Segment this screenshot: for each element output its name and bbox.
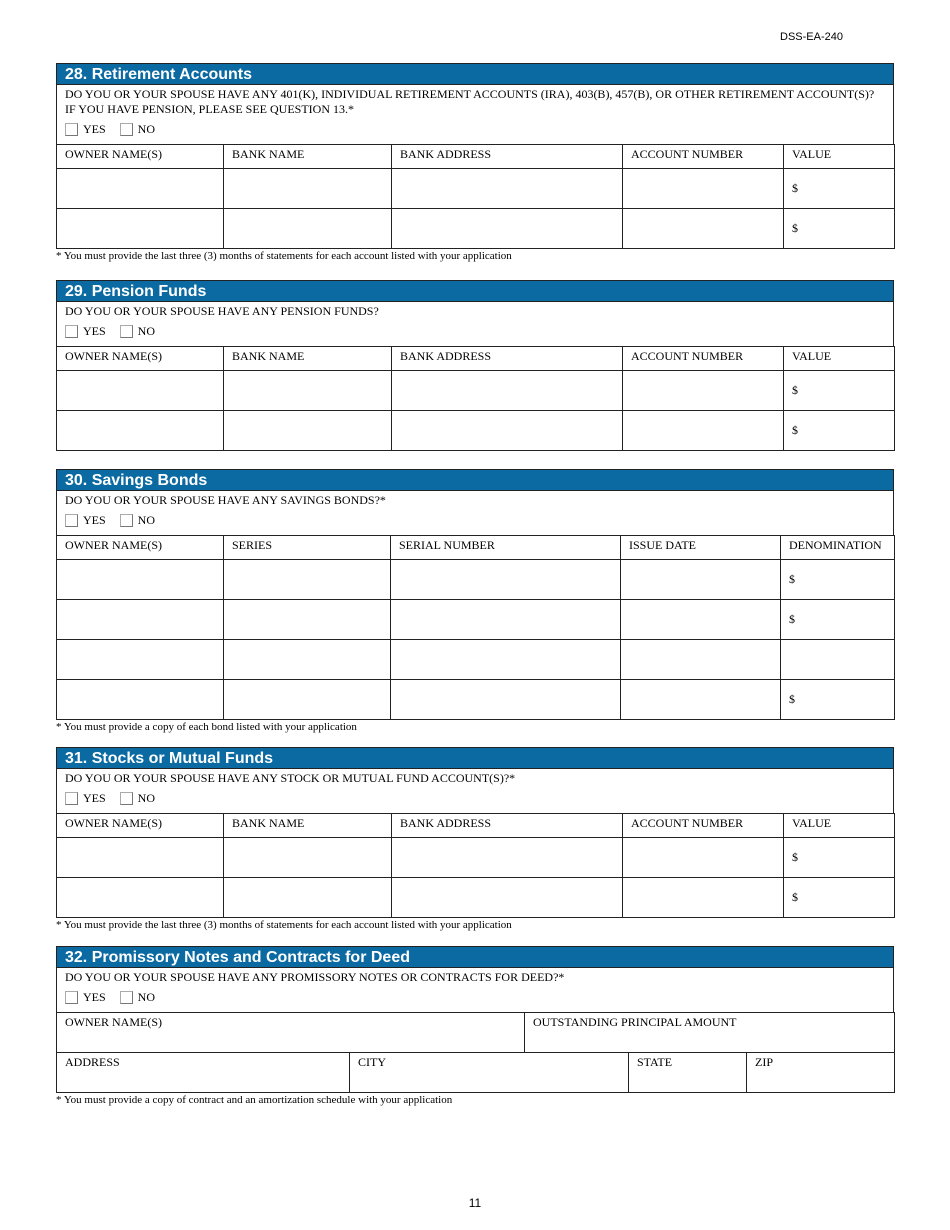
owner-name-cell[interactable]: [57, 371, 224, 411]
section-stocks-mutual-funds: [56, 747, 894, 931]
bank-name-cell[interactable]: [224, 838, 392, 878]
no-checkbox[interactable]: [120, 514, 133, 527]
question-box: [56, 85, 894, 144]
section-pension-funds: [56, 280, 894, 451]
column-header: ACCOUNT NUMBER: [623, 145, 784, 169]
no-label: NO: [137, 791, 156, 805]
account-number-cell[interactable]: [623, 169, 784, 209]
table-header-row: [57, 347, 895, 371]
owner-names-field[interactable]: OWNER NAME(S): [57, 1013, 525, 1053]
serial-number-cell[interactable]: [391, 600, 621, 640]
table-row: [57, 680, 895, 720]
section-title: 31. Stocks or Mutual Funds: [56, 747, 894, 769]
owner-name-cell[interactable]: [57, 640, 224, 680]
bank-name-cell[interactable]: [224, 411, 392, 451]
promissory-owner-table: [56, 1012, 895, 1053]
section-note: * You must provide the last three (3) months of statements for each account listed with your application: [56, 919, 512, 931]
column-header: ISSUE DATE: [621, 536, 781, 560]
yes-no-group: [65, 786, 885, 808]
bank-address-cell[interactable]: [392, 209, 623, 249]
bank-address-cell[interactable]: [392, 169, 623, 209]
question-box: [56, 769, 894, 813]
question-box: [56, 968, 894, 1012]
section-promissory-notes: [56, 946, 894, 1106]
table-row: [57, 1013, 895, 1053]
bank-name-cell[interactable]: [224, 371, 392, 411]
table-row: [57, 411, 895, 451]
bonds-table: [56, 535, 895, 720]
issue-date-cell[interactable]: [621, 640, 781, 680]
column-header: DENOMINATION: [781, 536, 895, 560]
table-row: [57, 1053, 895, 1093]
no-option: [120, 122, 155, 137]
question-text: DO YOU OR YOUR SPOUSE HAVE ANY 401(K), INDIVIDUAL RETIREMENT ACCOUNTS (IRA), 403(B), 457(B), OR OTHER RETIREMENT ACCOUNT(S)? IF YOU HAVE PENSION, PLEASE SEE QUESTION 13.*: [65, 87, 875, 116]
yes-option: [65, 324, 106, 339]
yes-no-group: [65, 117, 885, 139]
table-header-row: [57, 536, 895, 560]
denomination-cell[interactable]: $: [781, 680, 895, 720]
column-header: SERIAL NUMBER: [391, 536, 621, 560]
table-row: [57, 169, 895, 209]
question-text: DO YOU OR YOUR SPOUSE HAVE ANY SAVINGS BONDS?*: [65, 493, 386, 507]
stocks-table: [56, 813, 895, 918]
zip-field[interactable]: ZIP: [747, 1053, 895, 1093]
bank-address-cell[interactable]: [392, 878, 623, 918]
section-note: * You must provide the last three (3) months of statements for each account listed with your application: [56, 250, 512, 262]
bank-name-cell[interactable]: [224, 878, 392, 918]
section-retirement-accounts: [56, 63, 894, 262]
no-option: [120, 513, 155, 528]
column-header: BANK ADDRESS: [392, 145, 623, 169]
table-row: [57, 640, 895, 680]
denomination-cell[interactable]: $: [781, 600, 895, 640]
question-text: DO YOU OR YOUR SPOUSE HAVE ANY PROMISSORY NOTES OR CONTRACTS FOR DEED?*: [65, 970, 565, 984]
account-number-cell[interactable]: [623, 209, 784, 249]
yes-option: [65, 513, 106, 528]
bank-name-cell[interactable]: [224, 169, 392, 209]
owner-name-cell[interactable]: [57, 680, 224, 720]
yes-checkbox[interactable]: [65, 514, 78, 527]
no-label: NO: [137, 513, 156, 527]
pension-table: [56, 346, 895, 451]
column-header: BANK NAME: [224, 347, 392, 371]
no-option: [120, 990, 155, 1005]
yes-checkbox[interactable]: [65, 991, 78, 1004]
yes-label: YES: [83, 990, 106, 1004]
promissory-address-table: [56, 1052, 895, 1093]
yes-no-group: [65, 508, 885, 530]
yes-option: [65, 990, 106, 1005]
section-note: * You must provide a copy of each bond listed with your application: [56, 721, 357, 733]
owner-name-cell[interactable]: [57, 169, 224, 209]
owner-name-cell[interactable]: [57, 878, 224, 918]
question-text: DO YOU OR YOUR SPOUSE HAVE ANY PENSION FUNDS?: [65, 304, 379, 318]
owner-name-cell[interactable]: [57, 411, 224, 451]
series-cell[interactable]: [224, 600, 391, 640]
column-header: BANK NAME: [224, 145, 392, 169]
section-savings-bonds: [56, 469, 894, 733]
owner-name-cell[interactable]: [57, 209, 224, 249]
question-box: [56, 491, 894, 535]
bank-address-cell[interactable]: [392, 371, 623, 411]
value-cell[interactable]: $: [784, 169, 895, 209]
bank-address-cell[interactable]: [392, 411, 623, 451]
column-header: OWNER NAME(S): [57, 145, 224, 169]
section-title: 28. Retirement Accounts: [56, 63, 894, 85]
section-title: 32. Promissory Notes and Contracts for Deed: [56, 946, 894, 968]
question-text: DO YOU OR YOUR SPOUSE HAVE ANY STOCK OR MUTUAL FUND ACCOUNT(S)?*: [65, 771, 516, 785]
column-header: VALUE: [784, 145, 895, 169]
no-label: NO: [137, 990, 156, 1004]
address-field[interactable]: ADDRESS: [57, 1053, 350, 1093]
table-row: [57, 560, 895, 600]
column-header: VALUE: [784, 347, 895, 371]
no-checkbox[interactable]: [120, 325, 133, 338]
accounts-table: [56, 144, 895, 249]
table-row: [57, 838, 895, 878]
value-cell[interactable]: $: [784, 878, 895, 918]
owner-name-cell[interactable]: [57, 600, 224, 640]
yes-label: YES: [83, 122, 106, 136]
column-header: OWNER NAME(S): [57, 347, 224, 371]
yes-option: [65, 791, 106, 806]
yes-checkbox[interactable]: [65, 325, 78, 338]
issue-date-cell[interactable]: [621, 600, 781, 640]
yes-checkbox[interactable]: [65, 792, 78, 805]
owner-name-cell[interactable]: [57, 560, 224, 600]
column-header: ACCOUNT NUMBER: [623, 814, 784, 838]
value-cell[interactable]: $: [784, 371, 895, 411]
yes-no-group: [65, 985, 885, 1007]
section-title: 30. Savings Bonds: [56, 469, 894, 491]
series-cell[interactable]: [224, 640, 391, 680]
form-id: DSS-EA-240: [780, 31, 843, 43]
yes-label: YES: [83, 513, 106, 527]
column-header: BANK ADDRESS: [392, 814, 623, 838]
table-row: [57, 600, 895, 640]
yes-no-group: [65, 319, 885, 341]
value-cell[interactable]: $: [784, 838, 895, 878]
denomination-cell[interactable]: $: [781, 560, 895, 600]
column-header: BANK NAME: [224, 814, 392, 838]
no-label: NO: [137, 122, 156, 136]
account-number-cell[interactable]: [623, 878, 784, 918]
state-field[interactable]: STATE: [629, 1053, 747, 1093]
series-cell[interactable]: [224, 680, 391, 720]
bank-address-cell[interactable]: [392, 838, 623, 878]
city-field[interactable]: CITY: [350, 1053, 629, 1093]
no-option: [120, 791, 155, 806]
yes-label: YES: [83, 791, 106, 805]
column-header: SERIES: [224, 536, 391, 560]
no-checkbox[interactable]: [120, 991, 133, 1004]
table-header-row: [57, 814, 895, 838]
page-number: 11: [468, 1196, 482, 1210]
table-header-row: [57, 145, 895, 169]
value-cell[interactable]: $: [784, 411, 895, 451]
section-note: * You must provide a copy of contract and an amortization schedule with your application: [56, 1094, 453, 1106]
column-header: OWNER NAME(S): [57, 814, 224, 838]
no-option: [120, 324, 155, 339]
no-label: NO: [137, 324, 156, 338]
question-box: [56, 302, 894, 346]
table-row: [57, 878, 895, 918]
yes-checkbox[interactable]: [65, 123, 78, 136]
serial-number-cell[interactable]: [391, 560, 621, 600]
account-number-cell[interactable]: [623, 371, 784, 411]
no-checkbox[interactable]: [120, 123, 133, 136]
series-cell[interactable]: [224, 560, 391, 600]
section-title: 29. Pension Funds: [56, 280, 894, 302]
denomination-cell[interactable]: [781, 640, 895, 680]
issue-date-cell[interactable]: [621, 560, 781, 600]
column-header: ACCOUNT NUMBER: [623, 347, 784, 371]
column-header: BANK ADDRESS: [392, 347, 623, 371]
table-row: [57, 371, 895, 411]
account-number-cell[interactable]: [623, 838, 784, 878]
owner-name-cell[interactable]: [57, 838, 224, 878]
yes-label: YES: [83, 324, 106, 338]
serial-number-cell[interactable]: [391, 640, 621, 680]
column-header: VALUE: [784, 814, 895, 838]
yes-option: [65, 122, 106, 137]
value-cell[interactable]: $: [784, 209, 895, 249]
account-number-cell[interactable]: [623, 411, 784, 451]
column-header: OWNER NAME(S): [57, 536, 224, 560]
serial-number-cell[interactable]: [391, 680, 621, 720]
outstanding-principal-field[interactable]: OUTSTANDING PRINCIPAL AMOUNT: [525, 1013, 895, 1053]
table-row: [57, 209, 895, 249]
issue-date-cell[interactable]: [621, 680, 781, 720]
bank-name-cell[interactable]: [224, 209, 392, 249]
no-checkbox[interactable]: [120, 792, 133, 805]
